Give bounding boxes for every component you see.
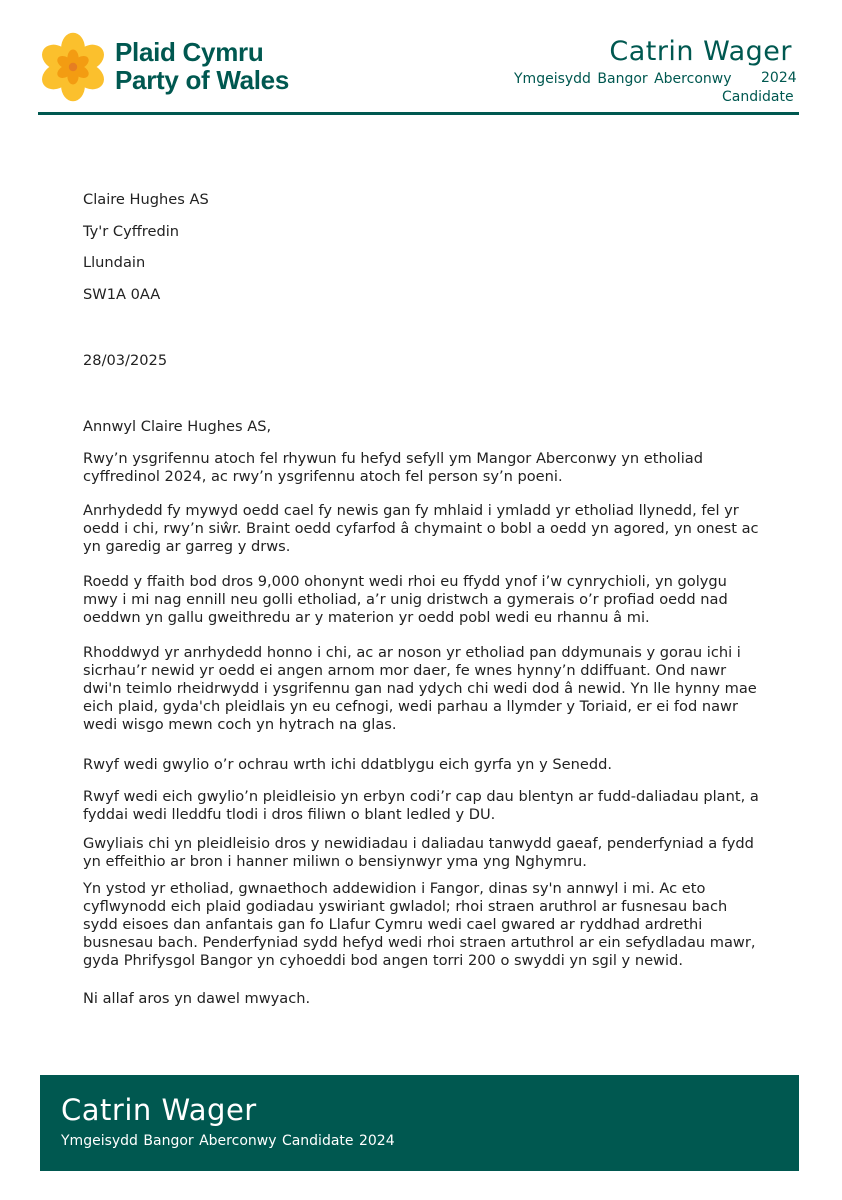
paragraph: Anrhydedd fy mywyd oedd cael fy newis gan fy mhlaid i ymladd yr etholiad llynedd, fel yr oedd i chi, rwy’n siŵr. Braint oedd cyfarfod â chymaint o bobl a oedd yn agored, yn onest ac yn garedig ar garreg y drws. xyxy=(83,502,759,555)
paragraph: Gwyliais chi yn pleidleisio dros y newidiadau i daliadau tanwydd gaeaf, penderfyniad a fydd yn effeithio ar bron i hanner miliwn o bensiynwyr yma yng Nghymru. xyxy=(83,835,754,870)
party-name-english: Party of Wales xyxy=(115,65,290,95)
daffodil-logo-icon xyxy=(38,32,108,102)
paragraph: Roedd y ffaith bod dros 9,000 ohonynt wedi rhoi eu ffydd ynof i’w cynrychioli, yn golygu mwy i mi nag ennill neu golli etholiad, a’r unig dristwch a gymerais o’r profiad oedd nad oeddwn yn gallu gweithredu ar y materion yr oedd pobl wedi eu rhannu â mi. xyxy=(83,573,728,626)
recipient-name: Claire Hughes AS xyxy=(83,191,209,208)
header-candidate-subtitle: Ymgeisydd Bangor Aberconwy xyxy=(514,71,732,87)
recipient-postcode: SW1A 0AA xyxy=(83,286,161,303)
letterhead xyxy=(0,0,842,120)
header-divider xyxy=(38,112,799,115)
paragraph: Rwyf wedi eich gwylio’n pleidleisio yn erbyn codi’r cap dau blentyn ar fudd-daliadau plant, a fyddai wedi lleddfu tlodi i dros filiwn o blant ledled y DU. xyxy=(83,788,759,823)
recipient-address-line: Ty'r Cyffredin xyxy=(83,223,180,240)
header-candidate-year: 2024 xyxy=(761,70,797,86)
paragraph: Rhoddwyd yr anrhydedd honno i chi, ac ar noson yr etholiad pan ddymunais y gorau ichi i sicrhau’r newid yr oedd ei angen arnom mor daer, fe wnes hynny’n ddiffuant. Ond nawr dwi'n teimlo rheidrwydd i ysgrifennu gan nad ydych chi wedi dod â newid. Yn lle hynny mae eich plaid, gyda'ch pleidlais yn eu cefnogi, wedi parhau a llymder y Toriaid, er ei fod nawr wedi wisgo mewn coch yn hytrach na glas. xyxy=(83,644,757,733)
footer-banner xyxy=(40,1075,799,1171)
party-name xyxy=(115,38,289,94)
party-name-welsh: Plaid Cymru xyxy=(115,37,264,67)
footer-candidate-name: Catrin Wager xyxy=(61,1093,257,1127)
paragraph: Yn ystod yr etholiad, gwnaethoch addewidion i Fangor, dinas sy'n annwyl i mi. Ac eto cyflwynodd eich plaid godiadau yswiriant gwladol; rhoi straen aruthrol ar fusnesau bach sydd eisoes dan anfantais gan fo Llafur Cymru wedi cael gwared ar ryddhad ardrethi busnesau bach. Penderfyniad sydd hefyd wedi rhoi straen artuthrol ar ein sefydladau mawr, gyda Phrifysgol Bangor yn cyhoeddi bod angen torri 200 o swyddi yn sgil y newid. xyxy=(83,880,756,969)
letter-date: 28/03/2025 xyxy=(83,352,168,369)
salutation: Annwyl Claire Hughes AS, xyxy=(83,418,272,435)
paragraph: Rwyf wedi gwylio o’r ochrau wrth ichi ddatblygu eich gyrfa yn y Senedd. xyxy=(83,756,612,773)
recipient-city: Llundain xyxy=(83,254,146,271)
paragraph: Ni allaf aros yn dawel mwyach. xyxy=(83,990,311,1007)
header-candidate-name: Catrin Wager xyxy=(609,36,792,67)
paragraph: Rwy’n ysgrifennu atoch fel rhywun fu hefyd sefyll ym Mangor Aberconwy yn etholiad cyffredinol 2024, ac rwy’n ysgrifennu atoch fel person sy’n poeni. xyxy=(83,450,703,485)
header-candidate-role: Candidate xyxy=(722,89,794,105)
footer-candidate-subtitle: Ymgeisydd Bangor Aberconwy Candidate 2024 xyxy=(61,1133,395,1149)
